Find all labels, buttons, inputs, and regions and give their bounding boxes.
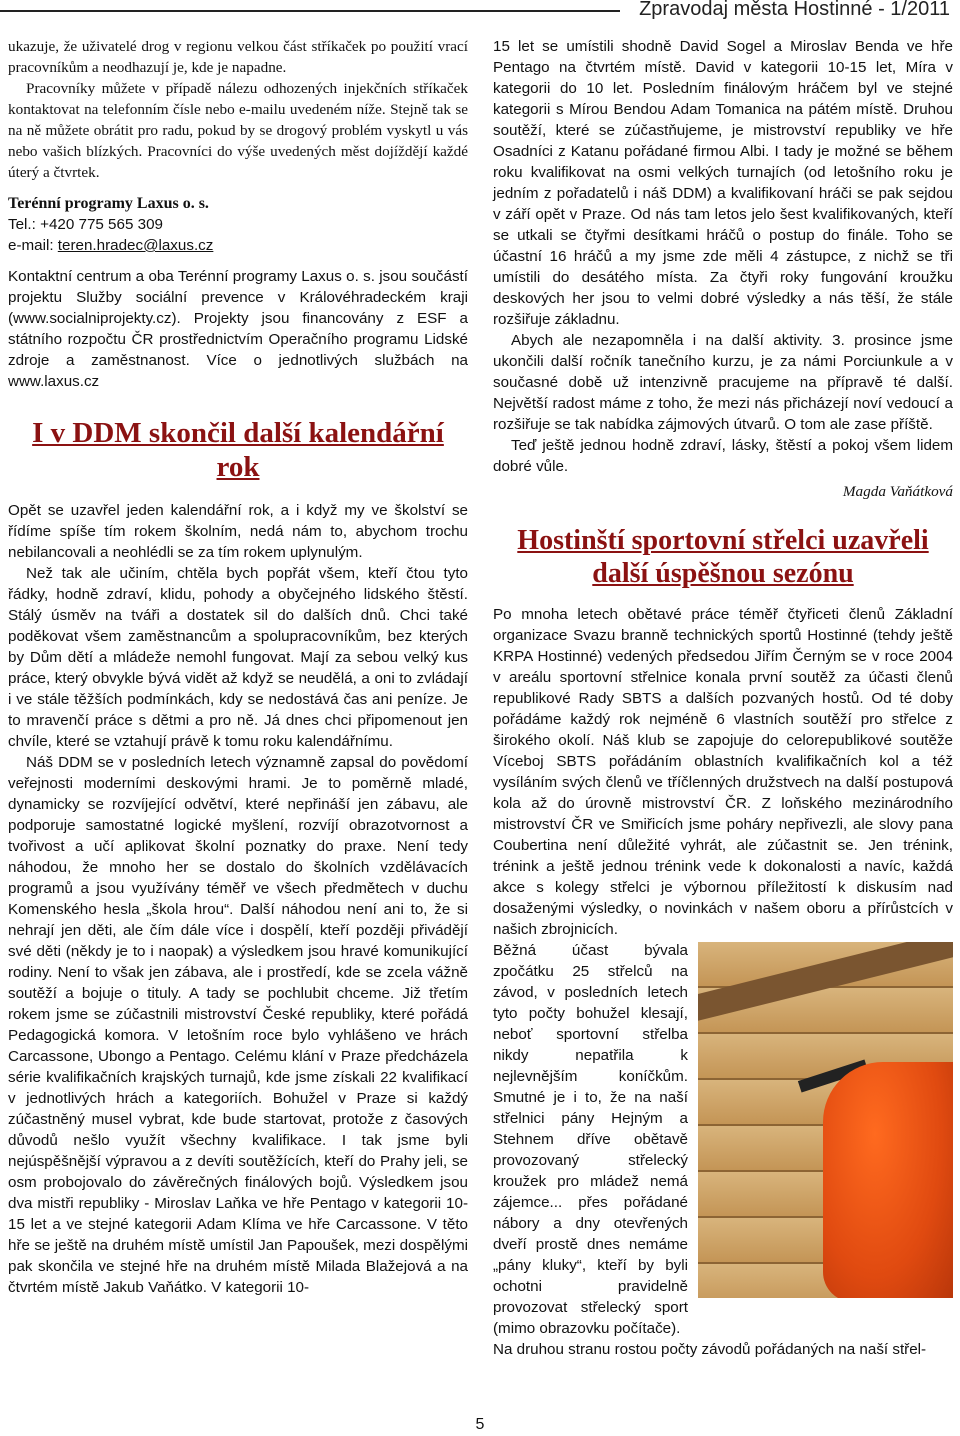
- ddm-continuation-paragraph: 15 let se umístili shodně David Sogel a Miroslav Benda ve hře Pentago na čtvrtém místě. David v kategorii 10-15 let, Míra v kategorii do 10 let. Posledním finálovým hráčem byl ve stejné kategorii s Mírou Bendou Adam Tomanica na pátém místě. Druhou soutěží, které se zúčastňujeme, je mistrovství republiky ve hře Osadníci z Katanu pořádané firmou Albi. I tady je možné se během roku kvalifikovat na osmi velkých turnajích (od letošního roku je jedním z pořadatelů i náš DDM) a kvalifikovaní hráči se pak sejdou v září opět v Praze. Od nás tam letos jelo šest kvalifikovaných, kteří se utkali se čtyřmi desítkami hráčů o postup do finále. Toho se účastní 16 hráčů a my jsme zde měli 4 zástupce, z nichž se tři umístili do desátého místa. Za čtyři roky fungování kroužku deskových her jsou to velmi dobré výsledky a nás těší, že stále rozšiřuje základnu.: [493, 38, 953, 328]
- shooters-paragraph: Běžná účast bývala zpočátku 25 střelců na závod, v posledních letech tyto počty bohužel klesají, neboť sportovní střelba nikdy nepatřila k nejlevnějším koníčkům. Smutné je i to, že na naší střelnici pány Hejným a Stehnem dříve obětavě provozovaný střelecký kroužek pro mládež nemá zájemce... přes pořádané nábory a dny otevřených dveří prostě dnes nemáme „pány kluky“, kteří by byli ochotni pravidelně provozovat střelecký sport (mimo obrazovku počítače).: [493, 942, 688, 1337]
- left-column: [8, 36, 468, 1298]
- intro-paragraph: Pracovníky můžete v případě nálezu odhozených injekčních stříkaček kontaktovat na telefonním čísle nebo e-mailu uvedeném níže. Stejně tak se na ně můžete obrátit pro radu, pokud by se drogový problém vyskytl u vás nebo vašich blízkých. Pracovníci do výše uvedených měst dojíždějí každé úterý a čtvrtek.: [8, 80, 468, 181]
- header-rule: [0, 10, 620, 12]
- intro-paragraph: ukazuje, že uživatelé drog v regionu velkou část stříkaček po použití vrací pracovníkům a neodhazují je, kde je napadne.: [8, 38, 468, 76]
- page-number: 5: [475, 1416, 485, 1433]
- contact-centre-paragraph: Kontaktní centrum a oba Terénní programy Laxus o. s. jsou součástí projektu Služby sociální prevence v Královéhradeckém kraji (www.socialniprojekty.cz). Projekty jsou financovány z ESF a státního rozpočtu ČR prostřednictvím Operačního programu Lidské zdroje a zaměstnanost. Více o jednotlivých službách na www.laxus.cz: [8, 268, 468, 390]
- shooters-paragraph: Na druhou stranu rostou počty závodů pořádaných na naší střel-: [493, 1341, 927, 1358]
- contact-email-line: [8, 235, 468, 256]
- shooters-article-title: Hostinští sportovní střelci uzavřeli další úspěšnou sezónu: [517, 525, 929, 589]
- contact-heading: Terénní programy Laxus o. s.: [8, 195, 209, 212]
- shooter-photo: [698, 942, 953, 1298]
- contact-block: [8, 214, 468, 256]
- contact-phone: Tel.: +420 775 565 309: [8, 216, 163, 233]
- newsletter-title: Zpravodaj města Hostinné - 1/2011: [629, 0, 950, 21]
- ddm-continuation-paragraph: Teď ještě jednou hodně zdraví, lásky, štěstí a pokoj všem lidem dobré vůle.: [493, 437, 953, 475]
- ddm-continuation-paragraph: Abych ale nezapomněla i na další aktivity. 3. prosince jsme ukončili další ročník tanečního kurzu, je za námi Porciunkule a v současné době už intenzivně pracujeme na přípravě té další. Největší radost máme z toho, že mezi nás přicházejí noví vedoucí a rozšiřuje se tak nabídka zájmových útvarů. O tom ale zase příště.: [493, 332, 953, 433]
- right-column: [493, 36, 953, 1360]
- contact-email-link[interactable]: teren.hradec@laxus.cz: [57, 237, 214, 254]
- ddm-paragraph: Opět se uzavřel jeden kalendářní rok, a i když my ve školství se řídíme spíše tím rokem školním, nedá nám to, abychom trochu nebilancovali a neohlédli se za tím rokem uplynulým.: [8, 502, 468, 561]
- contact-email-label: e-mail:: [8, 237, 58, 254]
- ddm-paragraph: Než tak ale učiním, chtěla bych popřát všem, kteří čtou tyto řádky, hodně zdraví, klidu, pohody a obyčejného lidského štěstí. Stálý úsměv na tváři a dostatek sil do dalších dnů. Chci také poděkovat všem zaměstnancům a spolupracovníkům, bez kterých by Dům dětí a mládeže nemohl fungovat. Mají za sebou velký kus práce, který obvykle bývá vidět až když se neudělá, a oni to zvládají i ve stále těžších podmínkách, kdy se nedostává čas ani peníze. Je to mravenčí práce s dětmi a pro ně. Já dnes chci připomenout jen chvíle, které se vztahují právě k tomu roku kalendářnímu.: [8, 565, 468, 750]
- author-signature: Magda Vaňátková: [842, 483, 953, 500]
- ddm-article-title: I v DDM skončil další kalendářní rok: [32, 417, 444, 483]
- ddm-paragraph: Náš DDM se v posledních letech významně zapsal do povědomí veřejnosti moderními deskovými hrami. Je to poměrně mladé, dynamicky se rozvíjející odvětví, které nepřináší jen zábavu, ale podporuje samostatné logické myšlení, rozvíjí obrazotvornost a tvořivost a učí aplikovat školní poznatky do praxe. Není tedy náhodou, že mnoho her se dostalo do školních vzdělávacích programů a jsou využívány téměř ve všech předmětech v duchu Komenského hesla „škola hrou“. Další náhodou není ani to, že si nehrají jen děti, ale čím dále více i dospělí, kteří později přivádějí své děti (někdy je to i naopak) a výsledkem jsou hravé komunikující rodiny. Není to však jen zábava, ale i prostředí, kde se zcela vážně soutěží a bojuje o tituly. A tady se pochlubit chceme. Již třetím rokem jsme se zúčastnili mistrovství České republiky, které pořádá Pedagogická komora. V letošním roce bylo vyhlášeno ve hrách Carcassone, Ubongo a Pentago. Celému klání v Praze předcházela série kvalifikačních krajských turnajů, kde jsme získali 22 kvalifikací v jednotlivých hrách a kategoriích. Bohužel v Praze si každý zúčastněný musel vybrat, kde bude startovat, protože z časových důvodů nešlo využít všechny kvalifikace. I tak jsme byli nejúspěšnější výpravou a z devíti soutěžících, kteří do Prahy jeli, se osm probojovalo do závěrečných finálových bojů. Výsledkem jsou dva mistři republiky - Miroslav Laňka ve hře Pentago v kategorii 10-15 let a ve stejné kategorii Adam Klíma ve hře Carcassone. V těto hře se ještě na druhém místě umístil Jan Papoušek, mezi dospělými pak skončila ve stejné hře na druhém místě Milada Blažejová a na čtvrtém místě Jakub Vaňátko. V kategorii 10-: [8, 754, 468, 1296]
- shooters-paragraph: Po mnoha letech obětavé práce téměř čtyřiceti členů Základní organizace Svazu branně technických sportů Hostinné (tehdy ještě KRPA Hostinné) vedených předsedou Jiřím Černým se v roce 2004 v areálu sportovní střelnice konala první soutěž za účasti členů republikové Rady SBTS a dalších pozvaných hostů. Od té doby pořádáme každý rok nejméně 6 vlastních soutěží pro střelce z širokého okolí. Náš klub se zapojuje do celorepublikové soutěže Víceboj SBTS pořádáním oblastních kvalifikačních kol a též vysíláním svých členů ve tříčlenných družstvech na další postupová kola až do úrovně mistrovství ČR. Z loňského mezinárodního mistrovství ČR ve Smiřicích jsme poháry nepřivezli, ale slovy pana Coubertina není důležité vyhrát, ale zúčastnit se. Jen trénink, trénink a ještě jednou trénink vede k dokonalosti a navíc, každá akce s kolegy střelci je výbornou příležitostí k diskusím nad dosaženými výsledky, o novinkách v našem oboru a přírůstcích v našich zbrojnicích.: [493, 606, 953, 938]
